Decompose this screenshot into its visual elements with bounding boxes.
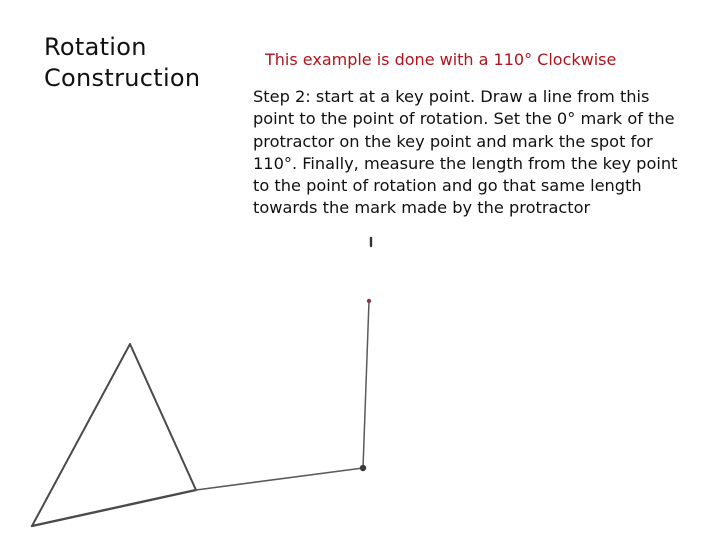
triangle-left-edge <box>32 344 130 526</box>
key-point-to-center-line <box>196 468 363 490</box>
triangle-right-edge <box>130 344 196 490</box>
example-note: This example is done with a 110° Clockwise <box>265 50 617 69</box>
slide-title-line-2: Construction <box>44 64 201 92</box>
step-line-1: Step 2: start at a key point. Draw a line from this <box>253 87 650 106</box>
rotated-segment-line <box>363 301 369 468</box>
step-line-3: protractor on the key point and mark the spot for <box>253 131 653 151</box>
point-of-rotation-dot <box>360 465 366 471</box>
step-line-4: 110°. Finally, measure the length from the key point <box>253 153 678 173</box>
step-line-2: point to the point of rotation. Set the 0° mark of the <box>253 109 675 129</box>
step-line-5: to the point of rotation and go that same length <box>253 176 642 196</box>
triangle-shape <box>32 344 196 526</box>
rotated-point-dot <box>367 299 371 303</box>
slide-title-line-1: Rotation <box>44 33 147 61</box>
triangle-base-edge <box>32 490 196 526</box>
step-line-6: towards the mark made by the protractor <box>253 198 591 218</box>
